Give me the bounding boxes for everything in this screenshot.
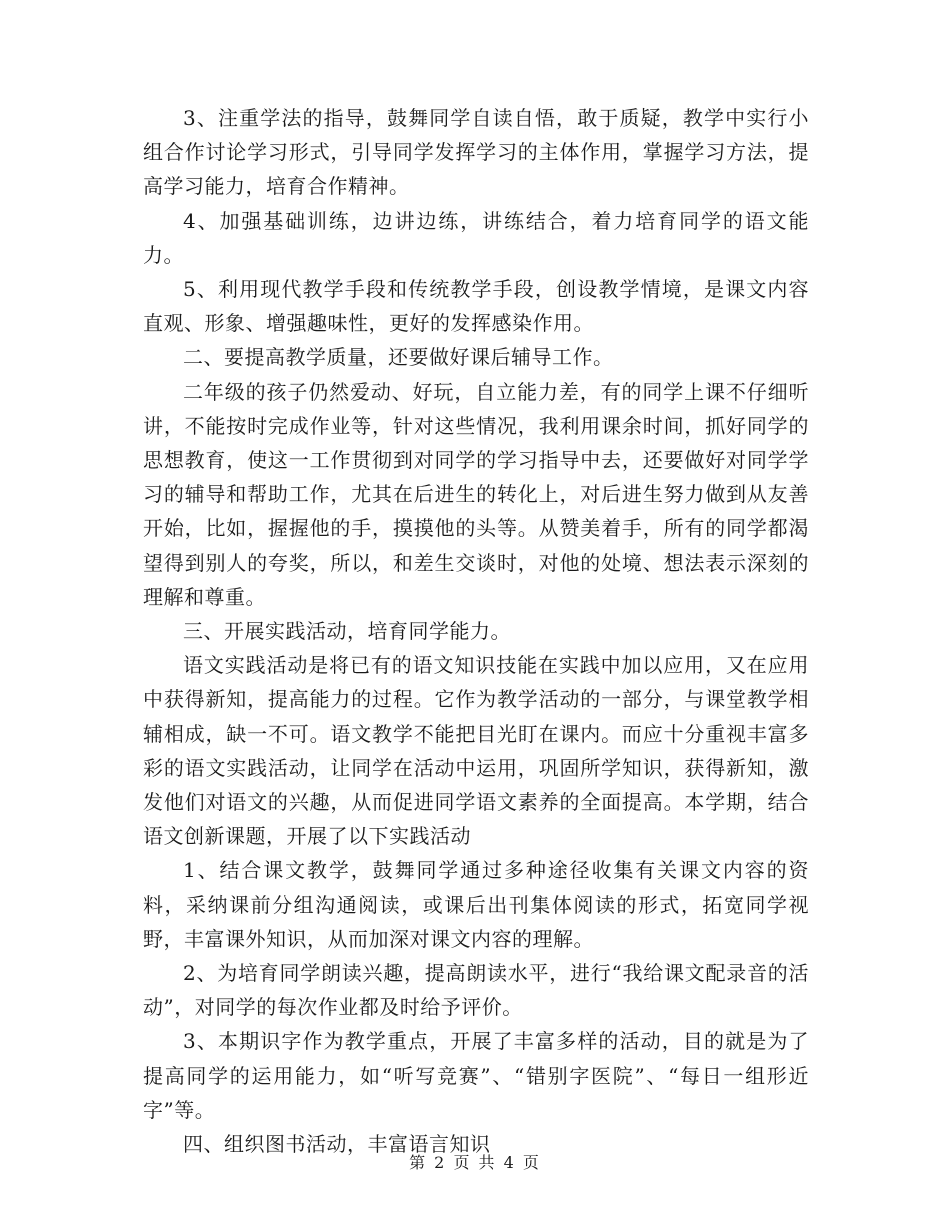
paragraph-practice-item-1: 1、结合课文教学，鼓舞同学通过多种途径收集有关课文内容的资料，采纳课前分组沟通阅读，或课后出刊集体阅读的形式，拓宽同学视野，丰富课外知识，从而加深对课文内容的理解。 bbox=[143, 858, 809, 951]
section-heading-tutoring: 二、要提高教学质量，还要做好课后辅导工作。 bbox=[183, 345, 614, 370]
page-footer: 第 2 页 共 4 页 bbox=[409, 1153, 541, 1172]
paragraph-basic-training: 4、加强基础训练，边讲边练，讲练结合，着力培育同学的语文能力。 bbox=[143, 208, 809, 267]
section-heading-practice: 三、开展实践活动，培育同学能力。 bbox=[183, 619, 511, 644]
paragraph-practice-item-3: 3、本期识字作为教学重点，开展了丰富多样的活动，目的就是为了提高同学的运用能力，如“听写竞赛”、“错别字医院”、“每日一组形近字”等。 bbox=[143, 1029, 809, 1122]
paragraph-tutoring: 二年级的孩子仍然爱动、好玩，自立能力差，有的同学上课不仔细听讲，不能按时完成作业等，针对这些情况，我利用课余时间，抓好同学的思想教育，使这一工作贯彻到对同学的学习指导中去，还要做好对同学学习的辅导和帮助工作，尤其在后进生的转化上，对后进生努力做到从友善开始，比如，握握他的手，摸摸他的头等。从赞美着手，所有的同学都渴望得到别人的夸奖，所以，和差生交谈时，对他的处境、想法表示深刻的理解和尊重。 bbox=[143, 379, 809, 609]
paragraph-method-guidance: 3、注重学法的指导，鼓舞同学自读自悟，敢于质疑，教学中实行小组合作讨论学习形式，引导同学发挥学习的主体作用，掌握学习方法，提高学习能力，培育合作精神。 bbox=[143, 106, 809, 199]
paragraph-practice-item-2: 2、为培育同学朗读兴趣，提高朗读水平，进行“我给课文配录音的活动”，对同学的每次作业都及时给予评价。 bbox=[143, 961, 809, 1020]
document-body bbox=[143, 101, 809, 1161]
paragraph-practice: 语文实践活动是将已有的语文知识技能在实践中加以应用，又在应用中获得新知，提高能力的过程。它作为教学活动的一部分，与课堂教学相辅相成，缺一不可。语文教学不能把目光盯在课内。而应十分重视丰富多彩的语文实践活动，让同学在活动中运用，巩固所学知识，获得新知，激发他们对语文的兴趣，从而促进同学语文素养的全面提高。本学期，结合语文创新课题，开展了以下实践活动 bbox=[143, 653, 809, 849]
paragraph-teaching-means: 5、利用现代教学手段和传统教学手段，创设教学情境，是课文内容直观、形象、增强趣味性，更好的发挥感染作用。 bbox=[143, 277, 809, 336]
section-heading-books: 四、组织图书活动，丰富语言知识 bbox=[183, 1132, 491, 1157]
